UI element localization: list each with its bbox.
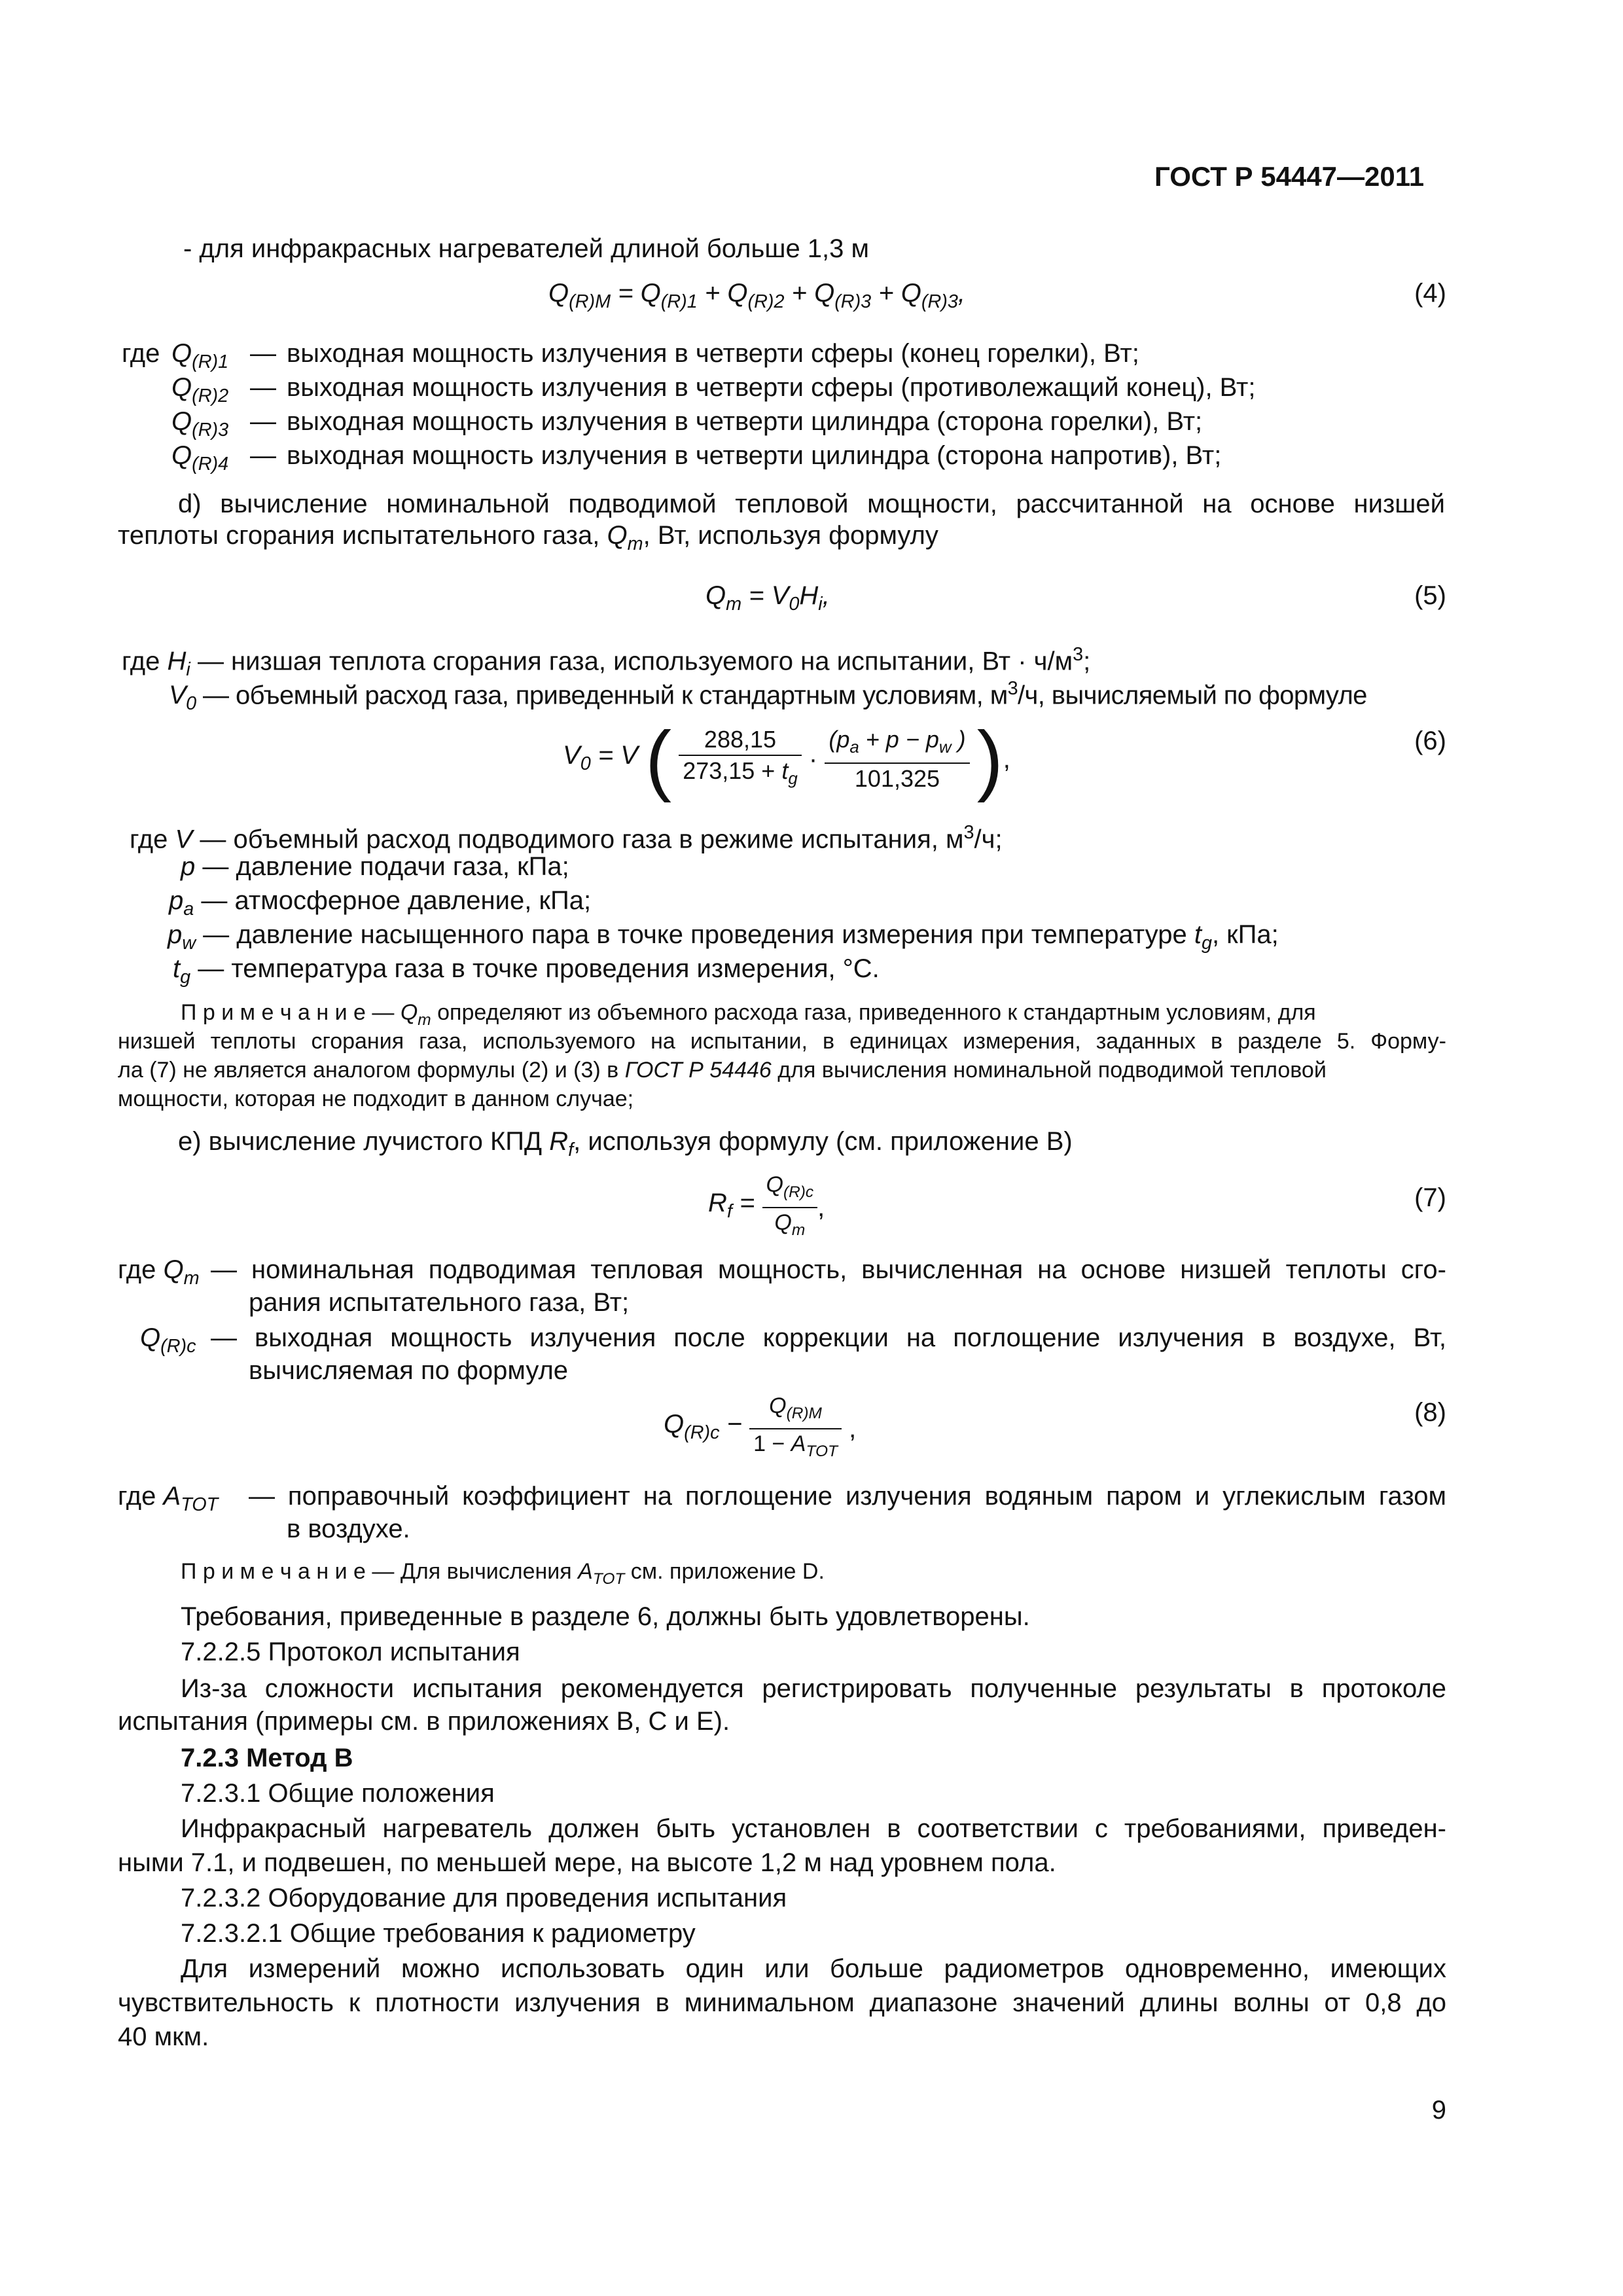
def-QRc-symbol: $Q_{(R)c}$ <box>140 1323 196 1357</box>
note-1-line3 <box>118 1056 1327 1084</box>
where-label: где <box>118 1482 156 1511</box>
def-pa-text: — атмосферное давление, кПа; <box>201 886 592 915</box>
note-2-tail: см. приложение D. <box>630 1559 825 1584</box>
equation-8-number: (8) <box>1414 1398 1446 1427</box>
def-tg: $t_g$ — температура газа в точке проведения измерения, °С. <box>173 954 880 988</box>
equation-4-number: (4) <box>1414 279 1446 308</box>
symbol-QR4: $Q_{(R)4}$ <box>171 441 229 475</box>
note-2: П р и м е ч а н и е — Для вычисления $A_{TOT}$ см. приложение D. <box>181 1559 825 1588</box>
fraction-temperature: $\frac{288,15}{273,15 + t_g}$ <box>679 725 802 794</box>
def-Qm-line2: рания испытательного газа, Вт; <box>249 1288 630 1317</box>
dash: — <box>250 441 276 470</box>
page-number: 9 <box>1431 2096 1446 2125</box>
fraction-pressure-denominator: 101,325 <box>854 765 940 793</box>
section-7-2-3-1-heading: 7.2.3.1 Общие положения <box>181 1779 495 1808</box>
equation-5-number: (5) <box>1414 581 1446 610</box>
document-header: ГОСТ Р 54447—2011 <box>1154 161 1425 192</box>
radiometer-line2: чувствительность к плотности излучения в минимальном диапазоне значений длины волны от 0,8 до <box>118 1988 1446 2017</box>
def-pw-text: — давление насыщенного пара в точке проведения измерения при температуре <box>203 920 1187 949</box>
paragraph-d-line2: теплоты сгорания испытательного газа, $Q_m$, Вт, используя формулу <box>118 521 938 554</box>
dash: — <box>250 373 276 402</box>
def-ATOT-line1: — поправочный коэффициент на поглощение излучения водяным паром и углекислым газом <box>249 1482 1446 1511</box>
def-p: p — давление подачи газа, кПа; <box>181 852 569 881</box>
symbol-QR3: $Q_{(R)3}$ <box>171 407 229 440</box>
def-QR2: выходная мощность излучения в четверти сферы (противолежащий конец), Вт; <box>287 373 1256 402</box>
def-V: где V — объемный расход подводимого газа в режиме испытания, $м^3/ч$; <box>130 822 1003 854</box>
def-QR3: выходная мощность излучения в четверти цилиндра (сторона горелки), Вт; <box>287 407 1203 436</box>
where-label: где <box>122 339 160 368</box>
section-7-2-3-heading: 7.2.3 Метод В <box>181 1744 353 1772</box>
note-1-line1: П р и м е ч а н и е — $Q_m$ определяют из объемного расхода газа, приведенного к стандартным условиям, для <box>181 1000 1316 1029</box>
note-1-text: определяют из объемного расхода газа, приведенного к стандартным условиям, для <box>437 1000 1316 1025</box>
def-Hi-text: — низшая теплота сгорания газа, используемого на испытании, Вт · ч/м <box>197 647 1073 676</box>
note-1-line2: низшей теплоты сгорания газа, используемого на испытании, в единицах измерения, заданных в разделе 5. Форму- <box>118 1029 1446 1054</box>
symbol-QR1: $Q_{(R)1}$ <box>171 339 229 372</box>
where-label: где <box>118 1255 156 1284</box>
def-V0-tail: /ч, вычисляемый по формуле <box>1018 681 1367 710</box>
symbol-QR2: $Q_{(R)2}$ <box>171 373 229 406</box>
def-tg-text: — температура газа в точке проведения измерения, °С. <box>198 954 880 983</box>
note-2-label: П р и м е ч а н и е — <box>181 1559 395 1584</box>
section-7-2-3-2-heading: 7.2.3.2 Оборудование для проведения испытания <box>181 1884 787 1912</box>
def-QR1: выходная мощность излучения в четверти сферы (конец горелки), Вт; <box>287 339 1139 368</box>
paragraph-d-text-tail: , Вт, используя формулу <box>643 521 938 550</box>
section-7-2-3-2-1-heading: 7.2.3.2.1 Общие требования к радиометру <box>181 1919 696 1948</box>
paragraph-d-line1: d) вычисление номинальной подводимой тепловой мощности, рассчитанной на основе низшей <box>178 490 1445 518</box>
dash: — <box>250 407 276 436</box>
install-line1: Инфракрасный нагреватель должен быть установлен в соответствии с требованиями, приведен- <box>181 1814 1446 1843</box>
def-pw: $p_w$ — давление насыщенного пара в точке проведения измерения при температуре $t_g$, кПа; <box>168 920 1279 954</box>
paragraph-e: e) вычисление лучистого КПД $R_f$, используя формулу (см. приложение В) <box>178 1127 1073 1160</box>
requirements-line: Требования, приведенные в разделе 6, должны быть удовлетворены. <box>181 1602 1030 1631</box>
note-1-label: П р и м е ч а н и е — <box>181 1000 395 1025</box>
protocol-line2: испытания (примеры см. в приложениях В, С и Е). <box>118 1707 730 1736</box>
protocol-line1: Из-за сложности испытания рекомендуется регистрировать полученные результаты в протоколе <box>181 1674 1446 1703</box>
def-pw-tail: , кПа; <box>1211 920 1279 949</box>
equation-7-number: (7) <box>1414 1183 1446 1212</box>
radiometer-line3: 40 мкм. <box>118 2022 209 2051</box>
paragraph-d-text: теплоты сгорания испытательного газа, <box>118 521 600 550</box>
def-QR4: выходная мощность излучения в четверти цилиндра (сторона напротив), Вт; <box>287 441 1222 470</box>
equation-6-number: (6) <box>1414 726 1446 755</box>
def-ATOT-line2: в воздухе. <box>287 1515 410 1543</box>
def-V-tail: /ч; <box>974 825 1003 854</box>
equation-4: $Q_{(R)M} = Q_{(R)1} + Q_{(R)2} + Q_{(R)3} + Q_{(R)3}$, <box>548 279 966 312</box>
fraction-temperature-constant: 273,15 <box>683 757 755 784</box>
def-ATOT-symbol: где $A_{TOT}$ <box>118 1482 219 1515</box>
def-Qm-line1: — номинальная подводимая тепловая мощность, вычисленная на основе низшей теплоты сго- <box>211 1255 1446 1284</box>
equation-6: $V_0 = V$ ( $\frac{288,15}{273,15 + t_g}$ · $\frac{(p_a + p - p_w )}{101,325}$ ), <box>563 715 1010 803</box>
def-V0-text: — объемный расход газа, приведенный к стандартным условиям, м <box>203 681 1008 710</box>
intro-line: - для инфракрасных нагревателей длиной больше 1,3 м <box>183 234 870 263</box>
note-1-line3-text: ла (7) не является аналогом формулы (2) и (3) в <box>118 1058 619 1083</box>
equation-5: $Q_m = V_0H_i$, <box>705 581 830 615</box>
equation-8-one: 1 <box>753 1431 766 1456</box>
def-QRc-line1: — выходная мощность излучения после коррекции на поглощение излучения в воздухе, Вт, <box>211 1323 1446 1352</box>
install-line2: ными 7.1, и подвешен, по меньшей мере, на высоте 1,2 м над уровнем пола. <box>118 1848 1056 1877</box>
note-1-reference: ГОСТ Р 54446 <box>624 1058 772 1083</box>
equation-7: $R_f$ = $\frac{Q_{(R)c}}{Q_m}$ , <box>708 1170 825 1245</box>
where-label: где <box>130 825 168 854</box>
note-1-line4: мощности, которая не подходит в данном случае; <box>118 1086 634 1111</box>
where-label: где <box>122 647 160 676</box>
radiometer-line1: Для измерений можно использовать один или больше радиометров одновременно, имеющих <box>181 1954 1446 1983</box>
def-Hi: где $H_i$ — низшая теплота сгорания газа, используемого на испытании, Вт · $ч/м^3$; <box>122 644 1091 681</box>
paragraph-e-text: e) вычисление лучистого КПД <box>178 1127 543 1156</box>
def-QRc-line2: вычисляемая по формуле <box>249 1356 569 1385</box>
def-V0: $V_0$ — объемный расход газа, приведенный к стандартным условиям, $м^3/ч$, вычисляемый по формуле <box>169 678 1367 715</box>
paragraph-e-tail: , используя формулу (см. приложение В) <box>573 1127 1073 1156</box>
def-V-text: — объемный расход подводимого газа в режиме испытания, м <box>200 825 964 854</box>
dash: — <box>250 339 276 368</box>
equation-8: $Q_{(R)c}$ − $\frac{Q_{(R)M}}{1 - A_{TOT}}$ , <box>664 1391 856 1466</box>
section-7-2-2-5-heading: 7.2.2.5 Протокол испытания <box>181 1638 520 1666</box>
note-2-text: Для вычисления <box>400 1559 572 1584</box>
fraction-pressure: $\frac{(p_a + p - p_w )}{101,325}$ <box>825 725 969 794</box>
note-1-line3-tail: для вычисления номинальной подводимой тепловой <box>777 1058 1327 1083</box>
def-pa: $p_a$ — атмосферное давление, кПа; <box>169 886 592 920</box>
def-p-text: — давление подачи газа, кПа; <box>202 852 569 881</box>
def-Qm-symbol: где $Q_m$ <box>118 1255 200 1289</box>
fraction-temperature-numerator: 288,15 <box>679 725 802 756</box>
